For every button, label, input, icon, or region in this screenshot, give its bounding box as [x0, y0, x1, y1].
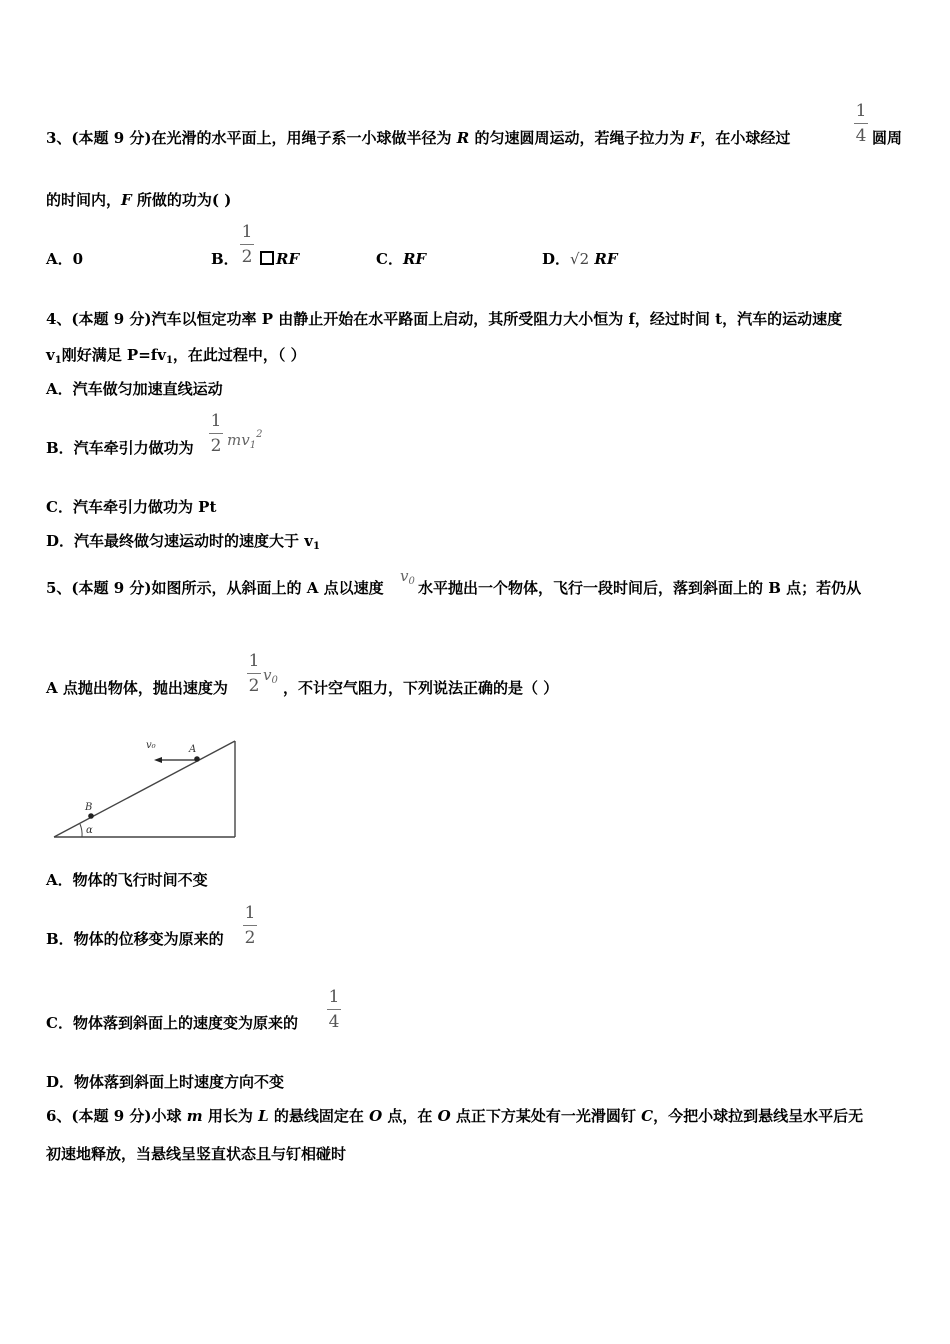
q5-line2: A 点抛出物体，抛出速度为 [46, 679, 228, 697]
q5-v0-symbol: $v_0$ [400, 567, 415, 587]
q4-line1: 4、(本题 9 分)汽车以恒定功率 P 由静止开始在水平路面上启动，其所受阻力大小恒为 f，经过时间 t，汽车的运动速度 [46, 310, 843, 328]
label-b: B [85, 802, 93, 813]
var-r: R [456, 129, 470, 147]
q3-fraction-quarter: 1 4 [855, 101, 867, 146]
q3-option-c: C．RF [376, 250, 427, 268]
q5-option-d: D．物体落到斜面上时速度方向不变 [46, 1073, 285, 1091]
q5-line1: 5、(本题 9 分)如图所示，从斜面上的 A 点以速度 [46, 579, 384, 597]
placeholder-box-icon [260, 251, 274, 265]
q4-option-a: A．汽车做匀加速直线运动 [46, 380, 223, 398]
label-v0: v₀ [146, 740, 156, 751]
point-a [194, 756, 200, 762]
sqrt-symbol: √2 [570, 250, 590, 268]
q3-line1-tail: 圆周 [872, 129, 903, 147]
var-f: F [689, 129, 701, 147]
q6-line1: 6、(本题 9 分)小球 m 用长为 L 的悬线固定在 O 点，在 O 点正下方某处有一光滑圆钉 C，今把小球拉到悬线呈水平后无 [46, 1107, 864, 1125]
q5-half-fraction: 1 2 [248, 651, 260, 696]
q3-option-d: D．√2 RF [542, 250, 618, 268]
q4-line2: $v_1$刚好满足 $P=fv_1$，在此过程中，（ ） [46, 346, 306, 366]
angle-arc [80, 824, 82, 837]
q3-option-b-text: RF [258, 249, 299, 269]
q3-line2: 的时间内，F 所做的功为( ) [46, 191, 232, 209]
q5-option-b-fraction: 1 2 [244, 903, 256, 948]
q3-option-b: B． [211, 250, 239, 268]
q5-option-b: B．物体的位移变为原来的 [46, 930, 224, 948]
incline-line [54, 741, 235, 837]
q4-option-b-fraction: 1 2 [210, 411, 222, 456]
point-b [88, 813, 94, 819]
label-a: A [189, 744, 197, 755]
q4-option-d: D．汽车最终做匀速运动时的速度大于 $v_1$ [46, 532, 320, 552]
q4-option-b-expr: $mv_1^2$ [227, 429, 263, 451]
q3-line1: 3、(本题 9 分)在光滑的水平面上，用绳子系一小球做半径为 R 的匀速圆周运动，若绳子拉力为 F，在小球经过 [46, 129, 791, 147]
arrow-head-icon [154, 757, 162, 763]
q5-line2-v0: $v_0$ [263, 666, 278, 686]
q3-option-b-fraction: 1 2 [241, 222, 253, 267]
q5-option-a: A．物体的飞行时间不变 [46, 871, 208, 889]
q5-line1-tail: 水平抛出一个物体，飞行一段时间后，落到斜面上的 B 点；若仍从 [418, 579, 862, 597]
q5-line2-tail: ，不计空气阻力，下列说法正确的是（ ） [283, 679, 559, 697]
incline-figure [50, 736, 242, 842]
q5-option-c-fraction: 1 4 [328, 987, 340, 1032]
q6-line2: 初速地释放，当悬线呈竖直状态且与钉相碰时 [46, 1145, 347, 1163]
q4-option-c: C．汽车牵引力做功为 Pt [46, 498, 217, 516]
q3-option-a: A．0 [46, 250, 84, 268]
q4-option-b: B．汽车牵引力做功为 [46, 439, 194, 457]
q5-option-c: C．物体落到斜面上的速度变为原来的 [46, 1014, 298, 1032]
label-alpha: α [86, 825, 93, 836]
